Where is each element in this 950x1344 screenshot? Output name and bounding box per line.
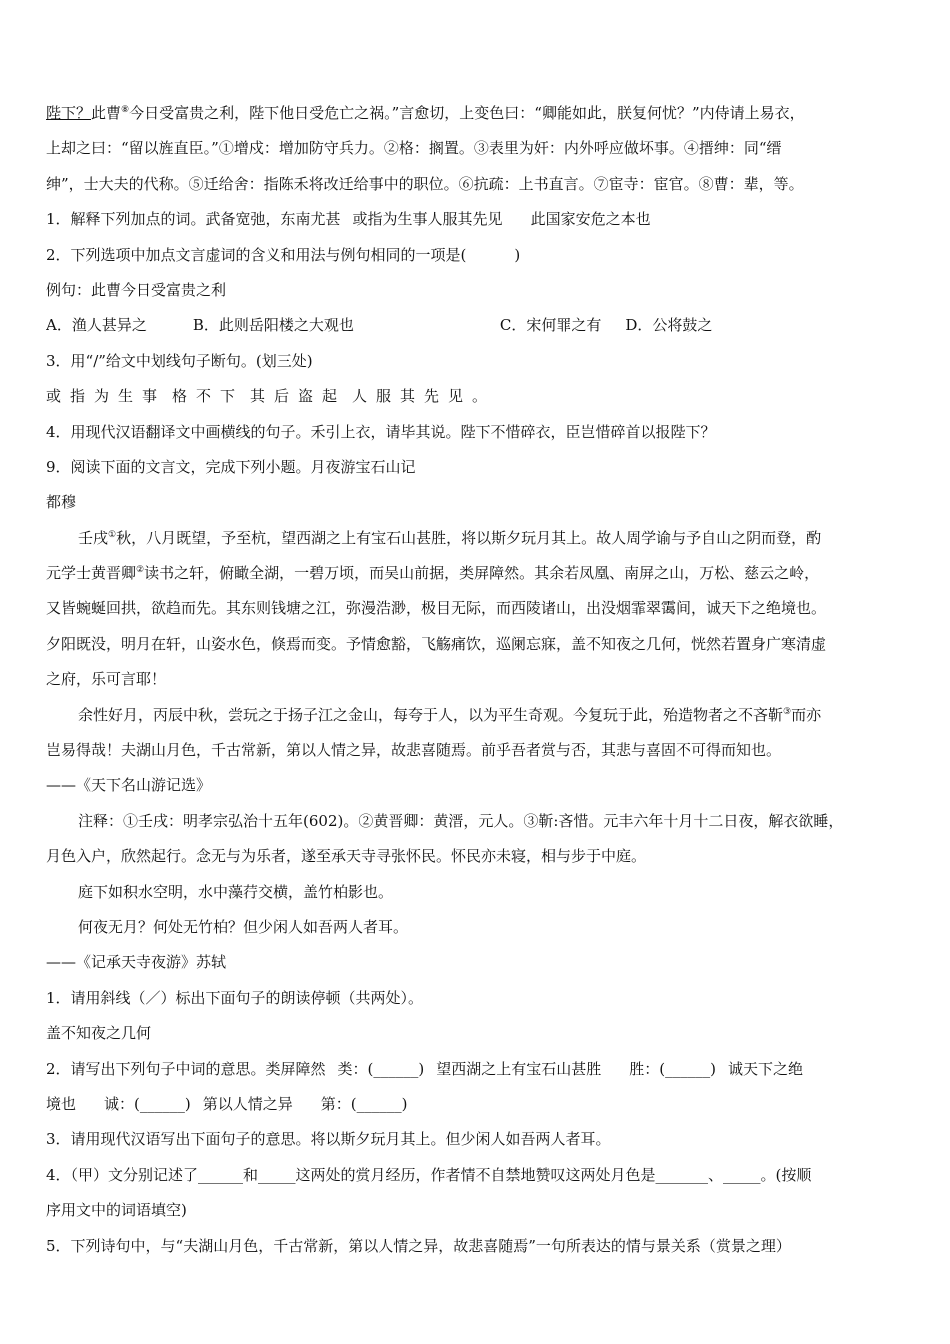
passage-line: 绅”，士大夫的代称。⑤迁给舍：指陈禾将改迁给事中的职位。⑥抗疏：上书直言。⑦宦寺：宦官。⑧曹：辈，等。 [46, 174, 804, 193]
footnote-marker: ⑧ [121, 105, 130, 115]
question-4: 4．用现代汉语翻译文中画横线的句子。禾引上衣，请毕其说。陛下不惜碎衣，臣岂惜碎首以报陛下？ [46, 422, 716, 441]
question-1: 1．请用斜线（／）标出下面句子的朗读停顿（共两处）。 [46, 988, 424, 1007]
passage-line: 又皆蜿蜒回拱，欲趋而先。其东则钱塘之江，弥漫浩渺，极目无际，而西陵诸山，出没烟霏翠霭间，诚天下之绝境也。 [46, 599, 827, 618]
passage-line: 月色入户，欣然起行。念无与为乐者，遂至承天寺寻张怀民。怀民亦未寝，相与步于中庭。 [46, 847, 647, 866]
source-citation: ——《记承天寺夜游》苏轼 [46, 953, 227, 972]
notes-line: 注释：①壬戌：明孝宗弘治十五年(602)。②黄晋卿：黄溍，元人。③靳:吝惜。元丰六年十月十二日夜，解衣欲睡， [78, 811, 844, 830]
passage-line: 壬戌①秋，八月既望，予至杭，望西湖之上有宝石山甚胜，将以斯夕玩月其上。故人周学谕与予自山之阴而登，酌 [78, 528, 822, 547]
footnote-marker: ① [108, 529, 117, 540]
document-page [46, 96, 914, 1264]
passage-line: 庭下如积水空明，水中藻荇交横，盖竹柏影也。 [78, 882, 394, 901]
question-5: 5．下列诗句中，与“夫湖山月色，千古常新，第以人情之异，故悲喜随焉”一句所表达的情与景关系（赏景之理） [46, 1236, 791, 1255]
passage-line: 上却之曰：“留以旌直臣。”①增戍：增加防守兵力。②格：搁置。③表里为奸：内外呼应做坏事。④搢绅：同“缙 [46, 139, 782, 158]
passage-line: 之府，乐可言耶！ [46, 670, 167, 689]
passage-line: 岂易得哉！夫湖山月色，千古常新，第以人情之异，故悲喜随焉。前乎吾者赏与否，其悲与喜固不可得而知也。 [46, 741, 782, 760]
passage-line: 夕阳既没，明月在轩，山姿水色，倏焉而变。予情愈豁，飞觞痛饮，巡阑忘寐，盖不知夜之几何，恍然若置身广寒清虚 [46, 634, 827, 653]
footnote-marker: ② [136, 565, 145, 576]
sentence-to-punctuate: 或指为生事 格不下 其后盗起 人服其先见。 [46, 387, 497, 406]
passage-line: 元学士黄晋卿②读书之轩，俯瞰全湖，一碧万顷，而吴山前据，类屏障然。其余若凤凰、南屏之山，万松、慈云之岭， [46, 564, 820, 583]
passage-line: 何夜无月？何处无竹柏？但少闲人如吾两人者耳。 [78, 917, 409, 936]
question-4-cont: 序用文中的词语填空) [46, 1201, 187, 1220]
source-citation: ——《天下名山游记选》 [46, 776, 212, 795]
example-sentence: 例句：此曹今日受富贵之利 [46, 280, 227, 299]
options-row [46, 308, 914, 343]
author: 都穆 [46, 493, 77, 512]
section-heading: 9．阅读下面的文言文，完成下列小题。月夜游宝石山记 [46, 457, 416, 476]
passage-line: 余性好月，丙辰中秋，尝玩之于扬子江之金山，每夸于人，以为平生奇观。今复玩于此，殆造物者之不吝靳③而亦 [78, 705, 822, 724]
question-3: 3．请用现代汉语写出下面句子的意思。将以斯夕玩月其上。但少闲人如吾两人者耳。 [46, 1130, 611, 1149]
sentence-to-mark: 盖不知夜之几何 [46, 1024, 152, 1043]
question-1: 1．解释下列加点的词。武备宽弛，东南尤甚 或指为生事人服其先见 此国家安危之本也 [46, 210, 651, 229]
option-b: B．此则岳阳楼之大观也 [192, 316, 354, 335]
question-4: 4．（甲）文分别记述了______和_____这两处的赏月经历，作者情不自禁地赞叹这两处月色是_______、_____。(按顺 [46, 1165, 812, 1184]
option-c: C．宋何罪之有 [499, 316, 602, 335]
passage-line: 陛下？此曹⑧今日受富贵之利，陛下他日受危亡之祸。”言愈切，上变色曰：“卿能如此，朕复何忧？”内侍请上易衣， [46, 104, 805, 122]
question-3: 3．用“/”给文中划线句子断句。(划三处) [46, 351, 313, 370]
question-2: 2．下列选项中加点文言虚词的含义和用法与例句相同的一项是( ) [46, 245, 521, 264]
option-a: A．渔人甚异之 [46, 316, 147, 335]
question-2-cont: 境也 诚：(______) 第以人情之异 第：(______) [46, 1094, 408, 1113]
question-2: 2．请写出下列句子中词的意思。类屏障然 类：(______) 望西湖之上有宝石山甚胜 胜：(______) 诚天下之绝 [46, 1059, 804, 1078]
footnote-marker: ③ [783, 706, 792, 717]
underlined-text: 陛下？ [46, 104, 92, 122]
option-d: D．公将鼓之 [625, 316, 713, 335]
